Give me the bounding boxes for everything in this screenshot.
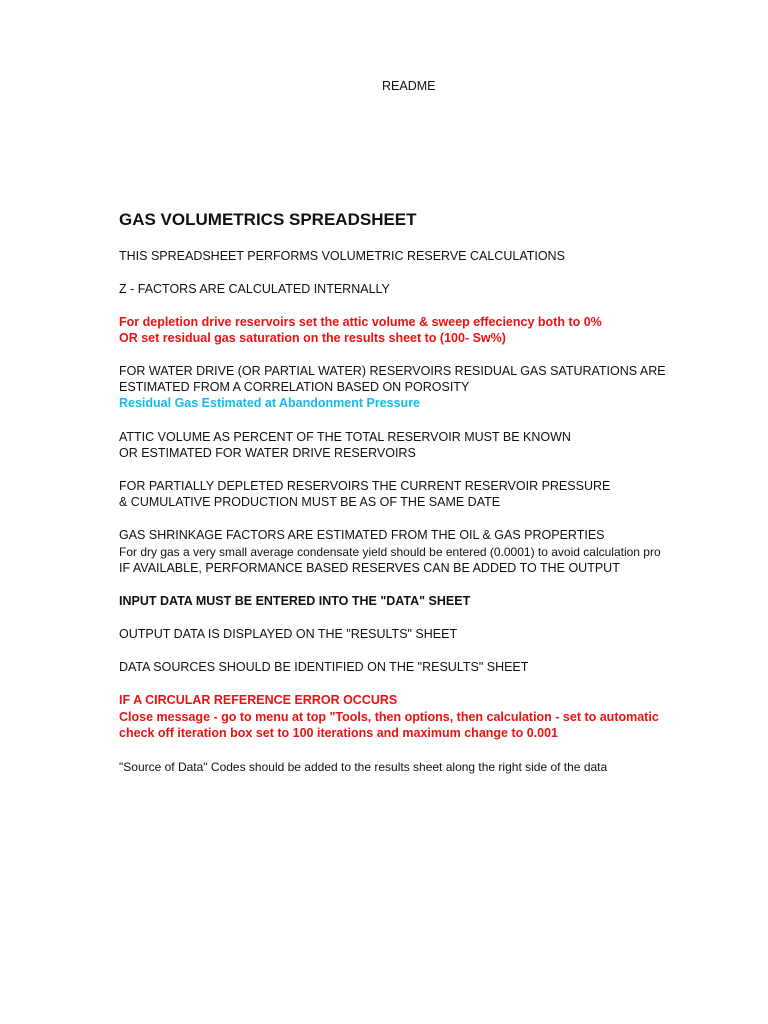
dry-gas-line: For dry gas a very small average condensate yield should be entered (0.0001) to avoid calculation pro — [119, 545, 661, 559]
performance-reserves-line: IF AVAILABLE, PERFORMANCE BASED RESERVES CAN BE ADDED TO THE OUTPUT — [119, 561, 620, 575]
output-data-line: OUTPUT DATA IS DISPLAYED ON THE "RESULTS" SHEET — [119, 627, 458, 641]
data-sources-line: DATA SOURCES SHOULD BE IDENTIFIED ON THE "RESULTS" SHEET — [119, 660, 529, 674]
partially-depleted-line-2: & CUMULATIVE PRODUCTION MUST BE AS OF THE SAME DATE — [119, 495, 501, 509]
attic-volume-line-1: ATTIC VOLUME AS PERCENT OF THE TOTAL RESERVOIR MUST BE KNOWN — [119, 430, 571, 444]
circular-reference-step-1: Close message - go to menu at top "Tools, then options, then calculation - set to automatic — [119, 710, 659, 724]
z-factor-line: Z - FACTORS ARE CALCULATED INTERNALLY — [119, 282, 390, 296]
residual-gas-note: OR set residual gas saturation on the results sheet to (100- Sw%) — [119, 331, 506, 345]
water-drive-line-1: FOR WATER DRIVE (OR PARTIAL WATER) RESERVOIRS RESIDUAL GAS SATURATIONS ARE — [119, 364, 666, 378]
abandonment-pressure-note: Residual Gas Estimated at Abandonment Pressure — [119, 396, 421, 410]
water-drive-line-2: ESTIMATED FROM A CORRELATION BASED ON POROSITY — [119, 380, 470, 394]
document-title: GAS VOLUMETRICS SPREADSHEET — [119, 210, 417, 229]
depletion-drive-note: For depletion drive reservoirs set the attic volume & sweep effeciency both to 0% — [119, 315, 602, 329]
attic-volume-line-2: OR ESTIMATED FOR WATER DRIVE RESERVOIRS — [119, 446, 416, 460]
source-of-data-line: "Source of Data" Codes should be added to the results sheet along the right side of the data — [119, 760, 608, 774]
intro-line: THIS SPREADSHEET PERFORMS VOLUMETRIC RESERVE CALCULATIONS — [119, 249, 565, 263]
partially-depleted-line-1: FOR PARTIALLY DEPLETED RESERVOIRS THE CURRENT RESERVOIR PRESSURE — [119, 479, 611, 493]
shrinkage-line: GAS SHRINKAGE FACTORS ARE ESTIMATED FROM THE OIL & GAS PROPERTIES — [119, 528, 605, 542]
input-data-line: INPUT DATA MUST BE ENTERED INTO THE "DATA" SHEET — [119, 594, 471, 608]
circular-reference-step-2: check off iteration box set to 100 iterations and maximum change to 0.001 — [119, 726, 559, 740]
readme-heading: README — [382, 79, 436, 93]
circular-reference-heading: IF A CIRCULAR REFERENCE ERROR OCCURS — [119, 693, 398, 707]
